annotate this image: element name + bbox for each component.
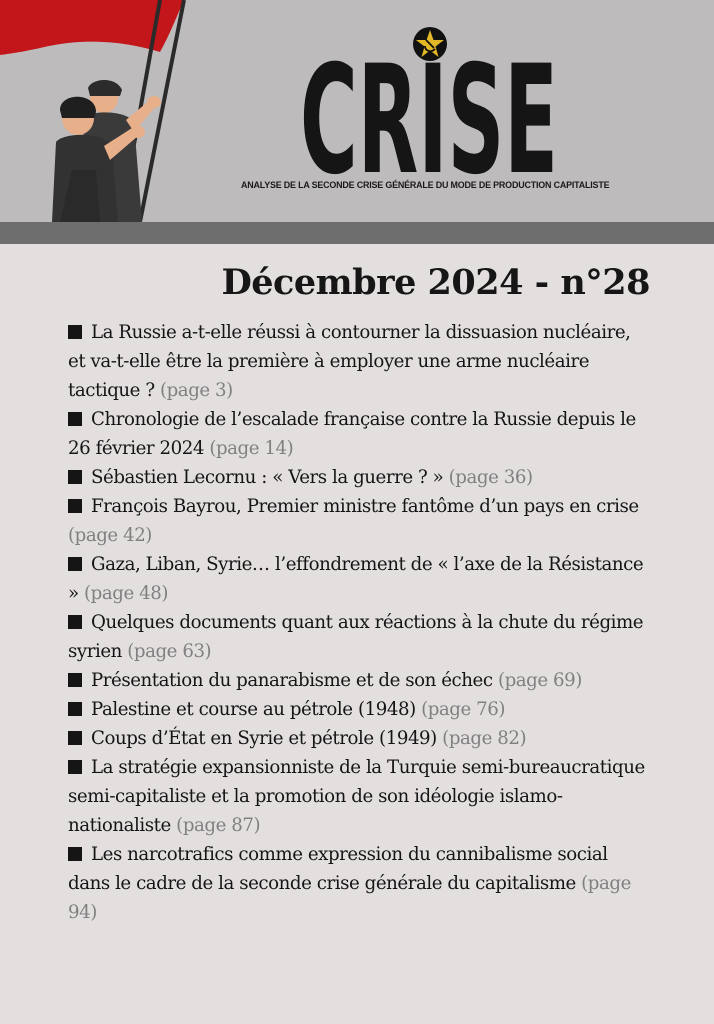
star-hammer-sickle-icon (412, 26, 448, 62)
square-bullet-icon (68, 412, 82, 426)
toc-entry-title: Quelques documents quant aux réactions à la chute du régime syrien (68, 612, 644, 662)
svg-text:CRISE: CRISE (300, 58, 558, 178)
masthead-subtitle: ANALYSE DE LA SECONDE CRISE GÉNÉRALE DU MODE DE PRODUCTION CAPITALISTE (241, 180, 610, 191)
toc-entry-title: Les narcotrafics comme expression du cannibalisme social dans le cadre de la seconde crise générale du capitalisme (68, 844, 608, 894)
toc-entry[interactable] (68, 463, 648, 492)
toc-entry-title: La Russie a-t-elle réussi à contourner la dissuasion nucléaire, et va-t-elle être la première à employer une arme nucléaire tactique ? (68, 322, 631, 401)
toc-entry-page: (page 48) (84, 583, 168, 604)
toc-entry-page: (page 3) (159, 380, 233, 401)
toc-entry-page: (page 63) (127, 641, 212, 662)
toc-entry[interactable] (68, 492, 648, 550)
toc-entry-title: Sébastien Lecornu : « Vers la guerre ? » (91, 467, 444, 488)
square-bullet-icon (68, 673, 82, 687)
square-bullet-icon (68, 325, 82, 339)
toc-entry-title: Palestine et course au pétrole (1948) (91, 699, 416, 720)
toc-entry-page: (page 94) (68, 873, 631, 923)
flag-bearers-illustration (0, 0, 200, 222)
square-bullet-icon (68, 615, 82, 629)
square-bullet-icon (68, 499, 82, 513)
toc-entry-title: Gaza, Liban, Syrie… l’effondrement de « l’axe de la Résistance » (68, 554, 644, 604)
toc-entry[interactable] (68, 840, 648, 927)
toc-entry[interactable] (68, 405, 648, 463)
toc-entry-title: Présentation du panarabisme et de son échec (91, 670, 498, 691)
crise-logo (300, 58, 558, 178)
toc-entry-page: (page 36) (448, 467, 533, 488)
table-of-contents (68, 318, 648, 927)
toc-entry[interactable] (68, 695, 648, 724)
square-bullet-icon (68, 470, 82, 484)
toc-entry[interactable] (68, 753, 648, 840)
masthead-band (0, 222, 714, 244)
toc-entry[interactable] (68, 318, 648, 405)
toc-entry-page: (page 14) (209, 438, 294, 459)
toc-entry-page: (page 42) (68, 525, 152, 546)
square-bullet-icon (68, 847, 82, 861)
square-bullet-icon (68, 702, 82, 716)
toc-entry-page: (page 82) (442, 728, 527, 749)
toc-entry[interactable] (68, 608, 648, 666)
toc-entry-title: Chronologie de l’escalade française contre la Russie depuis le 26 février 2024 (68, 409, 636, 459)
toc-entry-page: (page 87) (176, 815, 261, 836)
square-bullet-icon (68, 731, 82, 745)
square-bullet-icon (68, 760, 82, 774)
toc-entry[interactable] (68, 724, 648, 753)
toc-entry-title: La stratégie expansionniste de la Turquie semi-bureaucratique semi-capitaliste et la promotion de son idéologie islamo-nationaliste (68, 757, 645, 836)
toc-entry[interactable] (68, 666, 648, 695)
toc-entry[interactable] (68, 550, 648, 608)
square-bullet-icon (68, 557, 82, 571)
toc-entry-title: Coups d’État en Syrie et pétrole (1949) (91, 728, 437, 749)
toc-entry-title: François Bayrou, Premier ministre fantôme d’un pays en crise (91, 496, 639, 517)
toc-entry-page: (page 76) (421, 699, 506, 720)
issue-title: Décembre 2024 - n°28 (221, 262, 650, 303)
toc-entry-page: (page 69) (497, 670, 582, 691)
